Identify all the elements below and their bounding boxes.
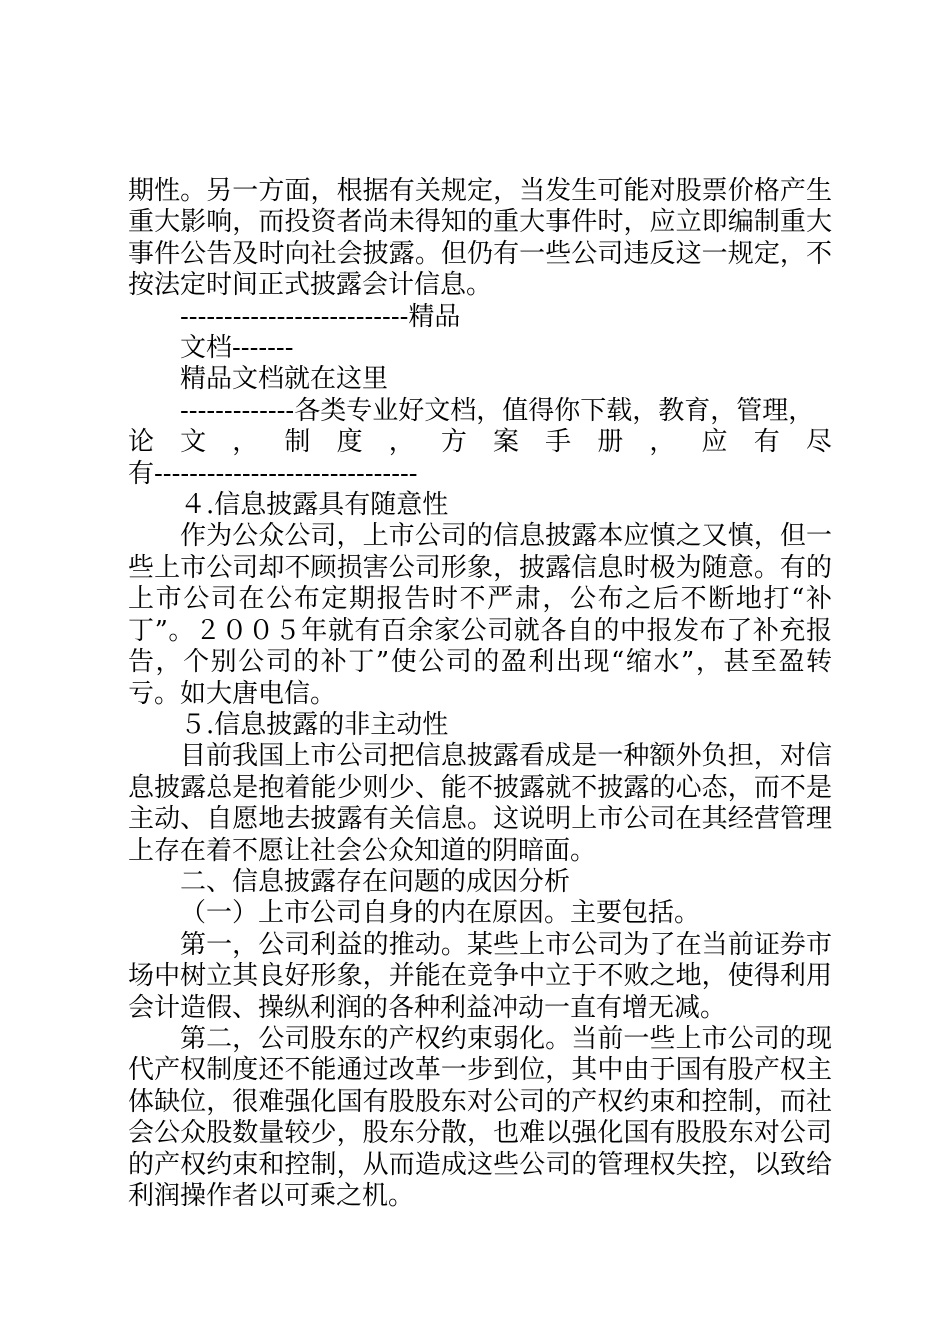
- subheading-internal-causes: （一）上市公司自身的内在原因。主要包括。: [180, 898, 701, 929]
- paragraph-second-cause: 第二，公司股东的产权约束弱化。当前一些上市公司的现代产权制度还不能通过改革一步到位，其中由于国有股产权主体缺位，很难强化国有股股东对公司的产权约束和控制，而社会公众股数量较少，股东分散，也难以强化国有股股东对公司的产权约束和控制，从而造成这些公司的管理权失控，以致给利润操作者以可乘之机。: [128, 1023, 832, 1211]
- paragraph-continuation: 期性。另一方面，根据有关规定，当发生可能对股票价格产生重大影响，而投资者尚未得知的重大事件时，应立即编制重大事件公告及时向社会披露。但仍有一些公司违反这一规定，不按法定时间正式披露会计信息。: [128, 176, 832, 301]
- watermark-line-2: 文档-------: [180, 333, 294, 364]
- watermark-line-1: --------------------------精品: [180, 301, 461, 332]
- watermark-line-3: 精品文档就在这里: [180, 364, 389, 395]
- watermark-line-5: 论 文 ， 制 度 ， 方 案 手 册 ， 应 有 尽: [128, 427, 832, 458]
- section-heading-4: ４.信息披露具有随意性: [180, 490, 449, 521]
- watermark-line-6: 有------------------------------: [128, 458, 418, 489]
- section-heading-5: ５.信息披露的非主动性: [180, 709, 449, 740]
- section-heading-causes: 二、信息披露存在问题的成因分析: [180, 866, 571, 897]
- paragraph-non-initiative: 目前我国上市公司把信息披露看成是一种额外负担，对信息披露总是抱着能少则少、能不披露就不披露的心态，而不是主动、自愿地去披露有关信息。这说明上市公司在其经营管理上存在着不愿让社会公众知道的阴暗面。: [128, 741, 832, 866]
- document-page: [128, 176, 832, 1212]
- paragraph-randomness: 作为公众公司，上市公司的信息披露本应慎之又慎，但一些上市公司却不顾损害公司形象，披露信息时极为随意。有的上市公司在公布定期报告时不严肃，公布之后不断地打“补丁”。２００５年就有百余家公司就各自的中报发布了补充报告，个别公司的补丁”使公司的盈利出现“缩水”，甚至盈转亏。如大唐电信。: [128, 521, 832, 709]
- paragraph-first-cause: 第一，公司利益的推动。某些上市公司为了在当前证券市场中树立其良好形象，并能在竞争中立于不败之地，使得利用会计造假、操纵利润的各种利益冲动一直有增无减。: [128, 929, 832, 1023]
- watermark-line-4: -------------各类专业好文档，值得你下载，教育，管理，: [180, 395, 815, 426]
